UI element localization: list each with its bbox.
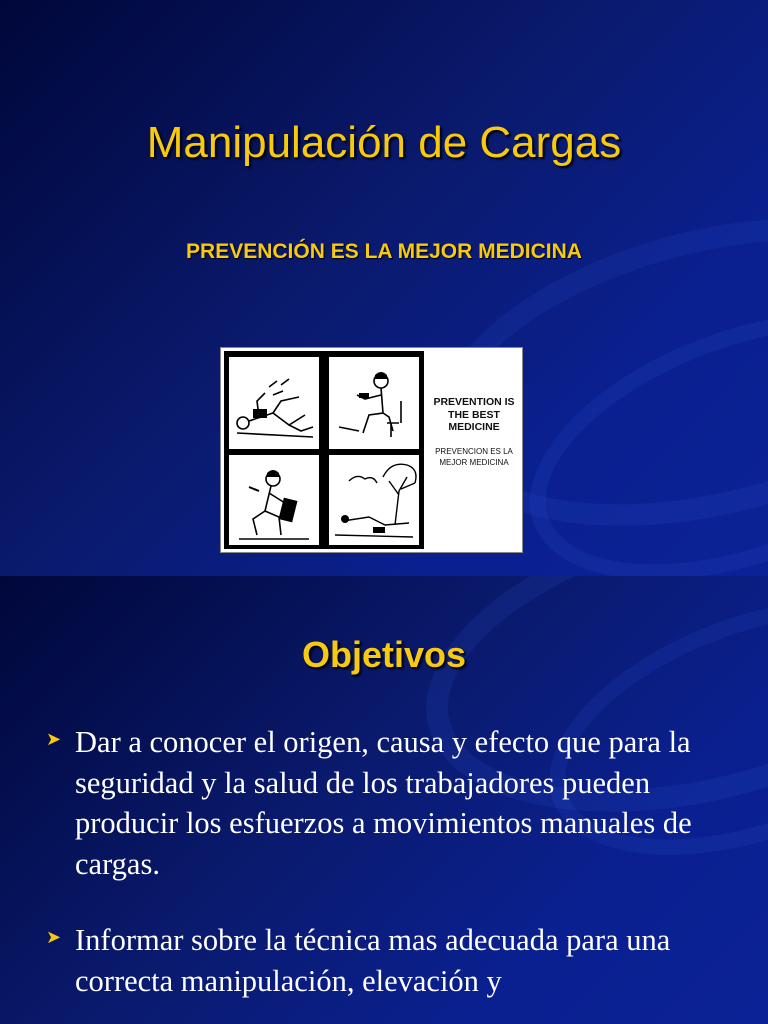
outdoor-scene-drawing bbox=[329, 455, 419, 545]
comic-panel-seated-worker bbox=[329, 357, 419, 449]
comic-panel-fallen-worker bbox=[229, 357, 319, 449]
poster-caption-spanish: PREVENCION ES LA MEJOR MEDICINA bbox=[435, 447, 513, 467]
slide-subtitle: PREVENCIÓN ES LA MEJOR MEDICINA bbox=[186, 240, 582, 263]
objectives-list bbox=[44, 722, 744, 1024]
background-swoosh bbox=[494, 260, 768, 576]
list-item-text: Informar sobre la técnica mas adecuada para una correcta manipulación, elevación y bbox=[75, 923, 671, 998]
seated-worker-drawing bbox=[329, 357, 419, 449]
list-item bbox=[44, 722, 744, 884]
poster-caption-english: PREVENTION IS THE BEST MEDICINE bbox=[433, 396, 515, 433]
objectives-slide bbox=[0, 576, 768, 1024]
slide-title: Manipulación de Cargas bbox=[146, 118, 622, 167]
comic-panel-outdoor-scene bbox=[329, 455, 419, 545]
list-item bbox=[44, 920, 744, 1001]
fallen-worker-drawing bbox=[229, 357, 319, 449]
slide-heading: Objetivos bbox=[301, 634, 467, 675]
lifting-worker-drawing bbox=[229, 455, 319, 545]
poster-caption bbox=[426, 348, 522, 552]
comic-panel-grid bbox=[224, 351, 424, 549]
prevention-poster-image bbox=[220, 347, 523, 553]
chevron-right-icon: ➤ bbox=[46, 729, 62, 750]
chevron-right-icon: ➤ bbox=[46, 927, 62, 948]
comic-panel-lifting-worker bbox=[229, 455, 319, 545]
list-item-text: Dar a conocer el origen, causa y efecto que para la seguridad y la salud de los trabajadores pueden producir los esfuerzos a movimientos manuales de cargas. bbox=[75, 725, 692, 881]
